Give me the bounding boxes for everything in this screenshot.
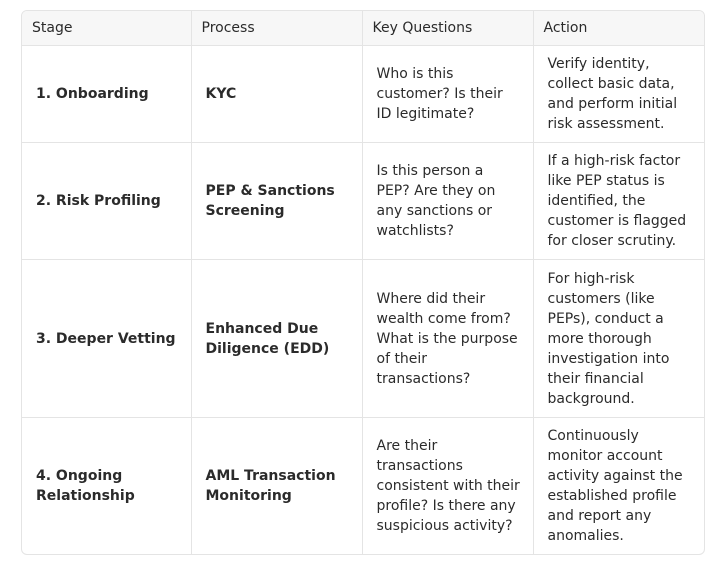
action-cell: Continuously monitor account activity against the established profile and report any anomalies. [547, 427, 683, 544]
process-cell: KYC [191, 46, 362, 143]
stage-cell: 2. Risk Profiling [22, 143, 191, 260]
process-cell: Enhanced Due Diligence (EDD) [191, 260, 362, 417]
table-row [22, 46, 704, 143]
stage-cell: 4. Ongoing Relationship [22, 417, 191, 554]
table-row [22, 143, 704, 260]
header-process: Process [191, 11, 362, 46]
questions-cell: Where did their wealth come from? What is the purpose of their transactions? [362, 260, 533, 417]
process-cell: PEP & Sanctions Screening [191, 143, 362, 260]
process-cell: AML Transaction Monitoring [191, 417, 362, 554]
questions-cell: Are their transactions consistent with their profile? Is there any suspicious activity? [362, 417, 533, 554]
action-cell: If a high-risk factor like PEP status is identified, the customer is flagged for closer scrutiny. [533, 143, 704, 260]
table-header [22, 11, 704, 46]
header-action: Action [533, 11, 704, 46]
compliance-stages-table [21, 10, 705, 555]
table-row [22, 260, 704, 417]
header-key-questions: Key Questions [362, 11, 533, 46]
questions-cell: Who is this customer? Is their ID legitimate? [362, 46, 533, 143]
table-body [22, 46, 704, 555]
header-row [22, 11, 704, 46]
stages-table [22, 11, 704, 554]
action-cell: For high-risk customers (like PEPs), conduct a more thorough investigation into their financial background. [533, 260, 704, 417]
table-row [22, 417, 704, 554]
action-cell: Verify identity, collect basic data, and perform initial risk assessment. [533, 46, 704, 143]
stage-cell: 3. Deeper Vetting [22, 260, 191, 417]
header-stage: Stage [22, 11, 191, 46]
stage-cell: 1. Onboarding [22, 46, 191, 143]
questions-cell: Is this person a PEP? Are they on any sanctions or watchlists? [362, 143, 533, 260]
